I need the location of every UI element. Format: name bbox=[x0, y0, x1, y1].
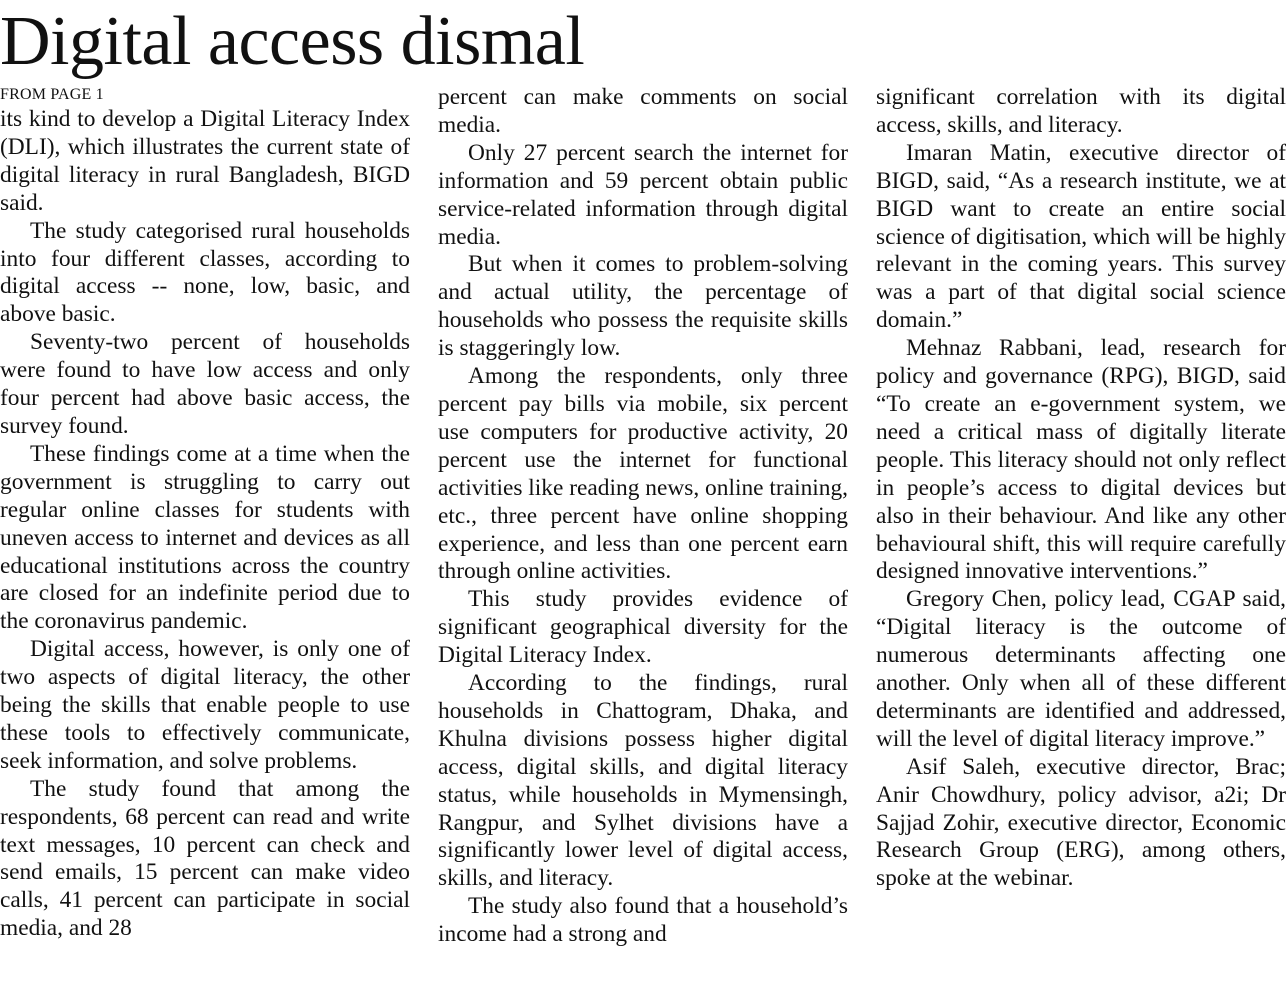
paragraph: Mehnaz Rabbani, lead, research for policy and governance (RPG), BIGD, said “To create an e-government system, we need a critical mass of digitally literate people. This literacy should not only reflect in people’s access to digital devices but also in their behaviour. And like any other behavioural shift, this will require carefully designed innovative interventions.” bbox=[876, 335, 1286, 585]
paragraph: Only 27 percent search the internet for information and 59 percent obtain public service-related information through digital media. bbox=[438, 139, 848, 250]
paragraph: The study also found that a household’s income had a strong and bbox=[438, 893, 848, 948]
article-headline: Digital access dismal bbox=[0, 3, 585, 80]
paragraph: Asif Saleh, executive director, Brac; Anir Chowdhury, policy advisor, a2i; Dr Sajjad Zohir, executive director, Economic Research Group (ERG), among others, spoke at the webinar. bbox=[876, 753, 1286, 892]
continuation-kicker: FROM PAGE 1 bbox=[0, 86, 104, 103]
paragraph: Digital access, however, is only one of two aspects of digital literacy, the other being the skills that enable people to use these tools to effectively communicate, seek information, and solve problems. bbox=[0, 636, 410, 774]
paragraph: percent can make comments on social media. bbox=[438, 84, 848, 138]
paragraph: Gregory Chen, policy lead, CGAP said, “Digital literacy is the outcome of numerous determinants affecting one another. Only when all of these different determinants are identified and addressed, will the level of digital literacy improve.” bbox=[876, 586, 1286, 752]
paragraph: its kind to develop a Digital Literacy Index (DLI), which illustrates the current state of digital literacy in rural Bangladesh, BIGD said. bbox=[0, 106, 410, 216]
paragraph: Seventy-two percent of households were found to have low access and only four percent had above basic access, the survey found. bbox=[0, 329, 410, 439]
article-column-1 bbox=[0, 84, 410, 1004]
paragraph: According to the findings, rural households in Chattogram, Dhaka, and Khulna divisions possess higher digital access, digital skills, and digital literacy status, while households in Mymensingh, Rangpur, and Sylhet divisions have a significantly lower level of digital access, skills, and literacy. bbox=[438, 670, 848, 892]
paragraph: But when it comes to problem-solving and actual utility, the percentage of households who possess the requisite skills is staggeringly low. bbox=[438, 251, 848, 362]
paragraph: Among the respondents, only three percent pay bills via mobile, six percent use computers for productive activity, 20 percent use the internet for functional activities like reading news, online training, etc., three percent have online shopping experience, and less than one percent earn through online activities. bbox=[438, 363, 848, 585]
article-column-3 bbox=[876, 84, 1286, 1004]
paragraph: The study found that among the respondents, 68 percent can read and write text messages, 10 percent can check and send emails, 15 percent can make video calls, 41 percent can participate in social media, and 28 bbox=[0, 775, 410, 942]
paragraph: The study categorised rural households into four different classes, according to digital access -- none, low, basic, and above basic. bbox=[0, 217, 410, 328]
article-column-2 bbox=[438, 84, 848, 1004]
paragraph: significant correlation with its digital access, skills, and literacy. bbox=[876, 84, 1286, 138]
paragraph: Imaran Matin, executive director of BIGD, said, “As a research institute, we at BIGD want to create an entire social science of digitisation, which will be highly relevant in the coming years. This survey was a part of that digital social science domain.” bbox=[876, 139, 1286, 334]
paragraph: This study provides evidence of significant geographical diversity for the Digital Literacy Index. bbox=[438, 586, 848, 669]
paragraph: These findings come at a time when the government is struggling to carry out regular online classes for students with uneven access to internet and devices as all educational institutions across the country are closed for an indefinite period due to the coronavirus pandemic. bbox=[0, 440, 410, 635]
